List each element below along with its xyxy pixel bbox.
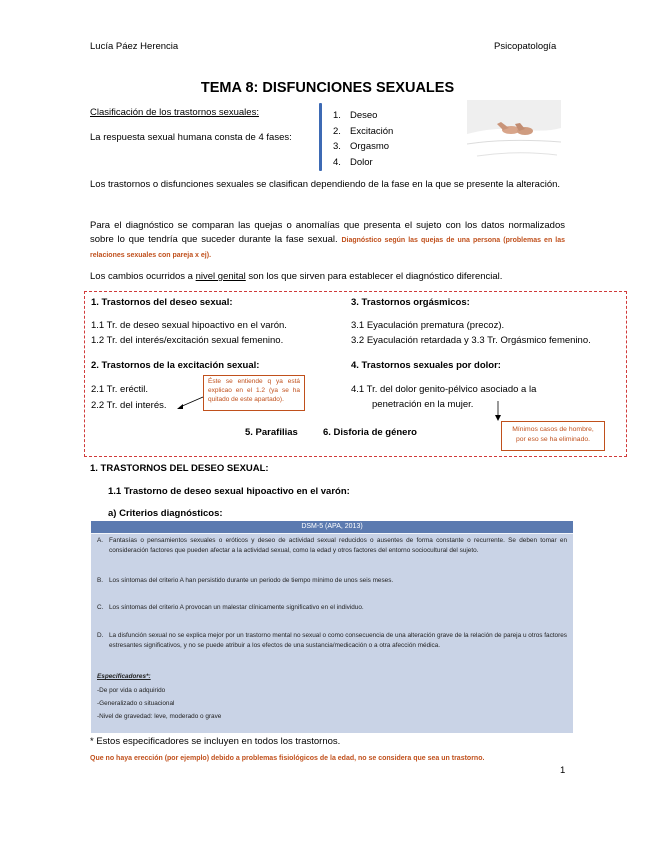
- specifiers-footnote: * Estos especificadores se incluyen en todos los trastornos.: [90, 736, 341, 747]
- dsm5-specifiers-title: Especificadores*:: [97, 673, 151, 680]
- phases-list: [333, 108, 393, 170]
- note-interest-removed: Éste se entiende q ya está explicao en el 1.2 (ya se ha quitado de este apartado).: [203, 375, 305, 411]
- response-text: La respuesta sexual humana consta de 4 fases:: [90, 132, 292, 143]
- paragraph-diagnosis: Para el diagnóstico se comparan las quejas o anomalías que presenta el sujeto con los datos normalizados sobre lo que tendría que suceder durante la fase sexual. Diagnóstico según las quejas de una persona (problemas en las relaciones sexuales con pareja x ej).: [90, 220, 566, 259]
- group-paraphilias: 5. Parafilias: [245, 427, 298, 438]
- diagnosis-note: Diagnóstico según las quejas de una persona (problemas en las relaciones sexuales con pareja x ej).: [90, 237, 566, 259]
- group-pain-item-cont: penetración en la mujer.: [372, 399, 474, 410]
- paragraph-classification: Los trastornos o disfunciones sexuales se clasifican dependiendo de la fase en la que se presente la alteración.: [90, 179, 561, 190]
- phase-item: 3. Orgasmo: [333, 141, 390, 152]
- group-orgasm-item: 3.2 Eyaculación retardada y 3.3 Tr. Orgásmico femenino.: [351, 335, 591, 346]
- dsm5-header-separator: [91, 533, 573, 534]
- group-desire-item: 1.1 Tr. de deseo sexual hipoactivo en el varón.: [91, 320, 287, 331]
- dsm5-criteria-table: DSM-5 (APA, 2013) A. Fantasías o pensamientos sexuales o eróticos y deseo de actividad sexual reducidos o ausentes de forma constante o recurrente. Se deben tomar en consideración factores que pueden afectar a la actividad sexual, como la edad y otros factores del entorno sociocultural del sujeto. B. Los síntomas del criterio A han persistido durante un periodo de tiempo mínimo de unos seis meses. C. Los síntomas del criterio A provocan un malestar clínicamente significativo en el individuo. D. La disfunción sexual no se explica mejor por un trastorno mental no sexual o como consecuencia de una alteración grave de la relación de pareja u otros factores estresantes significativos, y no se puede atribuir a los efectos de una sustancia/medicación o a otra afección médica. Especificadores*: -De por vida o adquirido -Generalizado o situacional -Nivel de gravedad: leve, moderado o grave: [91, 521, 573, 733]
- phase-item: 4. Dolor: [333, 156, 373, 168]
- section-1-heading: 1. TRASTORNOS DEL DESEO SEXUAL:: [90, 463, 269, 474]
- group-orgasm-title: 3. Trastornos orgásmicos:: [351, 297, 470, 308]
- group-orgasm-item: 3.1 Eyaculación prematura (precoz).: [351, 320, 505, 331]
- dsm5-criterion-a: A. Fantasías o pensamientos sexuales o eróticos y deseo de actividad sexual reducidos o ausentes de forma constante o recurrente. Se deben tomar en consideración factores que pueden afectar a la actividad sexual, como la edad y otros factores del entorno sociocultural del sujeto.: [97, 537, 567, 554]
- dsm5-specifier: -De por vida o adquirido: [97, 687, 166, 694]
- phase-bracket-line: [319, 103, 322, 171]
- group-excitation-title: 2. Trastornos de la excitación sexual:: [91, 360, 260, 371]
- page-number: 1: [560, 765, 566, 776]
- note-male-removed: Mínimos casos de hombre, por eso se ha eliminado.: [501, 421, 605, 451]
- group-excitation-item: 2.2 Tr. del interés.: [91, 400, 167, 411]
- dsm5-specifier: -Nivel de gravedad: leve, moderado o grave: [97, 713, 222, 720]
- bed-photo: [467, 100, 561, 170]
- header-author: Lucía Páez Herencia: [90, 41, 179, 52]
- page-title: TEMA 8: DISFUNCIONES SEXUALES: [200, 80, 455, 96]
- group-excitation-item: 2.1 Tr. eréctil.: [91, 384, 149, 395]
- group-desire-item: 1.2 Tr. del interés/excitación sexual femenino.: [91, 335, 284, 346]
- dsm5-table-header: DSM-5 (APA, 2013): [91, 521, 573, 533]
- phase-item: 2. Excitación: [333, 125, 394, 137]
- header-subject: Psicopatología: [494, 41, 557, 52]
- criteria-heading: a) Criterios diagnósticos:: [108, 508, 223, 519]
- group-pain-item: 4.1 Tr. del dolor genito-pélvico asociado a la: [351, 384, 537, 395]
- classification-heading: Clasificación de los trastornos sexuales:: [90, 107, 259, 118]
- group-desire-title: 1. Trastornos del deseo sexual:: [91, 297, 233, 308]
- bottom-note: Que no haya erección (por ejemplo) debido a problemas fisiológicos de la edad, no se considera que sea un trastorno.: [90, 755, 485, 762]
- paragraph-genital-changes: Los cambios ocurridos a nivel genital son los que sirven para establecer el diagnóstico diferencial.: [90, 271, 503, 282]
- subsection-1-1-heading: 1.1 Trastorno de deseo sexual hipoactivo en el varón:: [108, 486, 350, 497]
- dsm5-specifier: -Generalizado o situacional: [97, 700, 175, 707]
- group-gender-dysphoria: 6. Disforia de género: [323, 427, 417, 438]
- group-pain-title: 4. Trastornos sexuales por dolor:: [351, 360, 501, 371]
- phase-item: 1. Deseo: [333, 110, 378, 121]
